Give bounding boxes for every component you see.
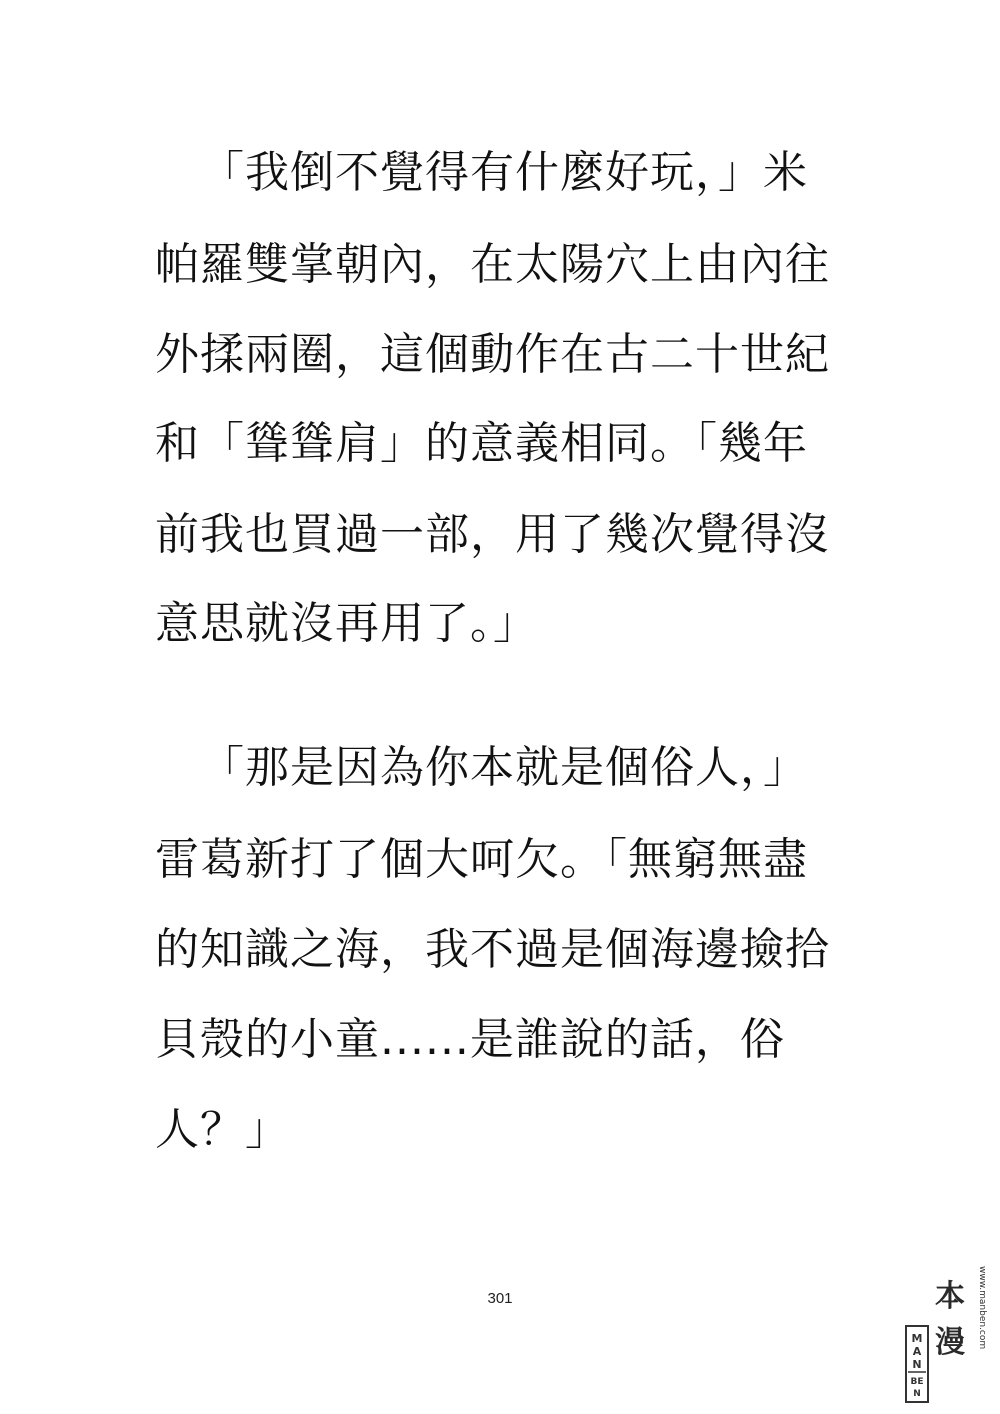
text-line: 和「聳聳肩」的意義相同。「幾年 bbox=[155, 418, 808, 469]
svg-text:www.manben.com: www.manben.com bbox=[977, 1266, 987, 1350]
svg-text:本: 本 bbox=[935, 1279, 965, 1314]
page-number: 301 bbox=[487, 1290, 513, 1307]
svg-text:N: N bbox=[912, 1358, 922, 1371]
text-line: 意思就沒再用了。」 bbox=[155, 598, 538, 649]
text-line: 帕羅雙掌朝內，在太陽穴上由內往 bbox=[155, 239, 830, 290]
svg-text:BE: BE bbox=[910, 1377, 924, 1387]
svg-text:A: A bbox=[912, 1345, 922, 1358]
svg-text:漫: 漫 bbox=[935, 1325, 965, 1360]
svg-text:N: N bbox=[913, 1389, 921, 1399]
text-line: 前我也買過一部，用了幾次覺得沒 bbox=[155, 509, 830, 560]
svg-text:M: M bbox=[911, 1332, 923, 1345]
text-line: 的知識之海，我不過是個海邊撿拾 bbox=[155, 924, 830, 975]
text-line: 外揉兩圈，這個動作在古二十世紀 bbox=[155, 329, 830, 380]
text-line: 「那是因為你本就是個俗人，」 bbox=[200, 742, 808, 793]
text-line: 人？」 bbox=[155, 1104, 290, 1155]
text-line: 「我倒不覺得有什麼好玩，」米 bbox=[200, 147, 808, 198]
text-line: 雷葛新打了個大呵欠。「無窮無盡 bbox=[155, 834, 808, 885]
text-line: 貝殼的小童......是誰說的話，俗 bbox=[155, 1014, 785, 1065]
manben-watermark-logo bbox=[904, 1256, 992, 1406]
